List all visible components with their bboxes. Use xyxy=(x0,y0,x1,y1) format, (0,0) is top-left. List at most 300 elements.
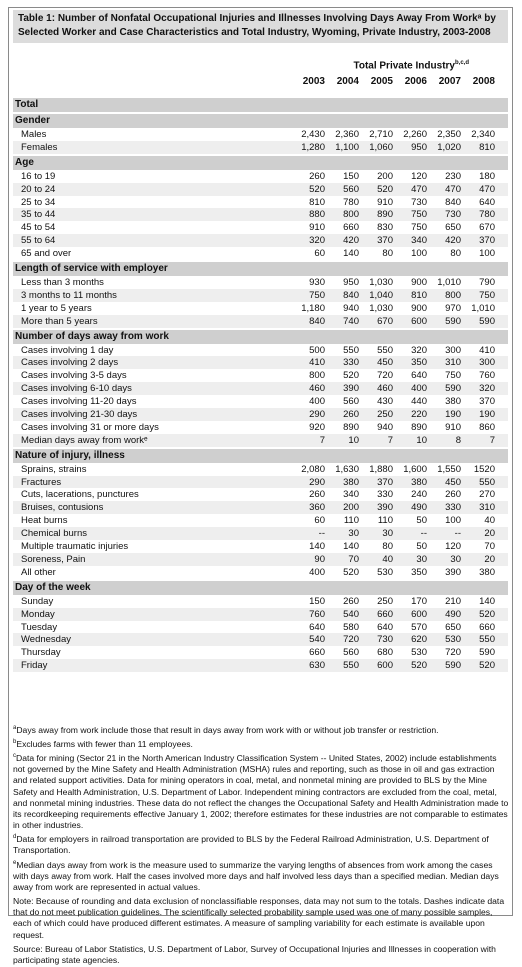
cell-value: 560 xyxy=(343,647,359,659)
cell-value: 890 xyxy=(343,421,359,433)
cell-value: 100 xyxy=(479,248,495,260)
table-row xyxy=(13,382,508,395)
cell-value: 520 xyxy=(479,660,495,672)
cell-value: 1,280 xyxy=(301,141,325,153)
footnote-marker: d xyxy=(13,834,17,841)
cell-value: 680 xyxy=(377,647,393,659)
cell-value: 30 xyxy=(416,553,427,565)
cell-value: 100 xyxy=(445,515,461,527)
footnote xyxy=(13,858,510,893)
cell-value: 730 xyxy=(411,196,427,208)
cell-value: 290 xyxy=(309,409,325,421)
cell-value: 950 xyxy=(343,277,359,289)
cell-value: 590 xyxy=(479,315,495,327)
cell-value: 320 xyxy=(479,383,495,395)
cell-value: 1,020 xyxy=(437,141,461,153)
table-row xyxy=(13,514,508,527)
cell-value: 190 xyxy=(445,409,461,421)
cell-value: 780 xyxy=(343,196,359,208)
cell-value: 80 xyxy=(382,541,393,553)
table-row xyxy=(13,395,508,408)
table-row xyxy=(13,408,508,421)
cell-value: 840 xyxy=(445,196,461,208)
cell-value: 640 xyxy=(411,370,427,382)
cell-value: 390 xyxy=(445,566,461,578)
cell-value: 640 xyxy=(309,621,325,633)
row-label: 16 to 19 xyxy=(21,170,56,182)
row-label: Cases involving 11-20 days xyxy=(21,396,137,408)
cell-value: 200 xyxy=(377,170,393,182)
table-row xyxy=(13,344,508,357)
year-header: 2006 xyxy=(404,76,427,87)
cell-value: 390 xyxy=(377,502,393,514)
row-label: Cuts, lacerations, punctures xyxy=(21,489,139,501)
cell-value: 660 xyxy=(309,647,325,659)
cell-value: 20 xyxy=(484,553,495,565)
cell-value: 1,180 xyxy=(301,302,325,314)
cell-value: 150 xyxy=(343,170,359,182)
cell-value: 330 xyxy=(343,357,359,369)
table-row xyxy=(13,221,508,234)
cell-value: 660 xyxy=(343,222,359,234)
cell-value: 520 xyxy=(479,608,495,620)
cell-value: 420 xyxy=(445,235,461,247)
cell-value: 10 xyxy=(348,434,359,446)
cell-value: 410 xyxy=(479,344,495,356)
cell-value: 520 xyxy=(309,183,325,195)
cell-value: 520 xyxy=(343,566,359,578)
footnote-text: Source: Bureau of Labor Statistics, U.S. Department of Labor, Survey of Occupational Injuries and Illnesses in cooperation with participating state agencies. xyxy=(13,943,496,965)
cell-value: 630 xyxy=(309,660,325,672)
cell-value: 490 xyxy=(445,608,461,620)
table-row xyxy=(13,289,508,302)
row-label: Thursday xyxy=(21,647,61,659)
cell-value: 370 xyxy=(377,476,393,488)
cell-value: 90 xyxy=(314,553,325,565)
cell-value: 720 xyxy=(377,370,393,382)
row-label: 65 and over xyxy=(21,248,72,260)
table-row xyxy=(13,434,508,447)
row-label: Heat burns xyxy=(21,515,68,527)
cell-value: 50 xyxy=(416,515,427,527)
cell-value: 940 xyxy=(377,421,393,433)
cell-value: 290 xyxy=(309,476,325,488)
row-label: 35 to 44 xyxy=(21,209,56,221)
cell-value: 670 xyxy=(479,222,495,234)
cell-value: 270 xyxy=(479,489,495,501)
cell-value: 660 xyxy=(377,608,393,620)
cell-value: 30 xyxy=(450,553,461,565)
row-label: Cases involving 3-5 days xyxy=(21,370,127,382)
row-label: Chemical burns xyxy=(21,528,87,540)
cell-value: 370 xyxy=(479,396,495,408)
cell-value: 80 xyxy=(450,248,461,260)
cell-value: 520 xyxy=(377,183,393,195)
row-label: 25 to 34 xyxy=(21,196,56,208)
cell-value: 60 xyxy=(314,515,325,527)
cell-value: 110 xyxy=(377,515,393,527)
cell-value: 350 xyxy=(411,566,427,578)
section-heading: Day of the week xyxy=(13,581,508,595)
footnote xyxy=(13,751,510,831)
year-header: 2004 xyxy=(336,76,359,87)
cell-value: 150 xyxy=(309,595,325,607)
section-heading: Gender xyxy=(13,114,508,128)
cell-value: 1,010 xyxy=(437,277,461,289)
cell-value: 640 xyxy=(377,621,393,633)
cell-value: 120 xyxy=(445,541,461,553)
cell-value: 970 xyxy=(445,302,461,314)
cell-value: 220 xyxy=(411,409,427,421)
row-label: Wednesday xyxy=(21,634,71,646)
cell-value: 750 xyxy=(479,289,495,301)
cell-value: 900 xyxy=(411,302,427,314)
cell-value: 10 xyxy=(416,434,427,446)
row-label: 1 year to 5 years xyxy=(21,302,92,314)
section-heading: Total xyxy=(13,98,508,112)
table-row xyxy=(13,608,508,621)
cell-value: 200 xyxy=(343,502,359,514)
cell-value: 410 xyxy=(309,357,325,369)
cell-value: 60 xyxy=(314,248,325,260)
cell-value: 590 xyxy=(479,647,495,659)
cell-value: 640 xyxy=(479,196,495,208)
table-row xyxy=(13,488,508,501)
row-label: Cases involving 2 days xyxy=(21,357,119,369)
cell-value: 550 xyxy=(479,634,495,646)
cell-value: 800 xyxy=(343,209,359,221)
cell-value: 2,080 xyxy=(301,463,325,475)
cell-value: 550 xyxy=(343,344,359,356)
cell-value: 240 xyxy=(411,489,427,501)
cell-value: 910 xyxy=(309,222,325,234)
cell-value: 250 xyxy=(377,595,393,607)
row-label: Less than 3 months xyxy=(21,277,104,289)
cell-value: 840 xyxy=(343,289,359,301)
cell-value: 380 xyxy=(343,476,359,488)
cell-value: 730 xyxy=(377,634,393,646)
footnote-text: Median days away from work is the measure used to summarize the varying lengths of absences from work among the cases with days away from work. Half the cases involved more days and half involved less days than a specified median. Median days away from work are represented in actual values. xyxy=(13,859,499,892)
cell-value: 530 xyxy=(411,647,427,659)
cell-value: 720 xyxy=(445,647,461,659)
cell-value: 30 xyxy=(382,528,393,540)
row-label: Cases involving 1 day xyxy=(21,344,114,356)
row-label: Females xyxy=(21,141,58,153)
cell-value: 1,030 xyxy=(369,302,393,314)
cell-value: 890 xyxy=(411,421,427,433)
cell-value: 7 xyxy=(489,434,495,446)
cell-value: 310 xyxy=(445,357,461,369)
table-row xyxy=(13,183,508,196)
cell-value: 180 xyxy=(479,170,495,182)
cell-value: 140 xyxy=(343,541,359,553)
cell-value: 430 xyxy=(377,396,393,408)
cell-value: 530 xyxy=(377,566,393,578)
row-label: Multiple traumatic injuries xyxy=(21,541,129,553)
cell-value: 250 xyxy=(377,409,393,421)
row-label: Cases involving 21-30 days xyxy=(21,409,138,421)
footnote xyxy=(13,894,510,941)
footnote xyxy=(13,723,510,736)
cell-value: 80 xyxy=(382,248,393,260)
table-row xyxy=(13,566,508,579)
row-label: Monday xyxy=(21,608,55,620)
table-row xyxy=(13,421,508,434)
cell-value: 120 xyxy=(411,170,427,182)
table-row xyxy=(13,553,508,566)
footnote-marker: c xyxy=(13,753,16,760)
cell-value: 930 xyxy=(309,277,325,289)
cell-value: 1,060 xyxy=(369,141,393,153)
cell-value: 840 xyxy=(309,315,325,327)
cell-value: 910 xyxy=(445,421,461,433)
cell-value: 550 xyxy=(479,476,495,488)
column-group-text: Total Private Industry xyxy=(353,60,455,72)
cell-value: 340 xyxy=(343,489,359,501)
cell-value: 310 xyxy=(479,502,495,514)
cell-value: 140 xyxy=(343,248,359,260)
cell-value: 100 xyxy=(411,248,427,260)
cell-value: 440 xyxy=(411,396,427,408)
cell-value: 330 xyxy=(377,489,393,501)
cell-value: 2,710 xyxy=(369,129,393,140)
cell-value: 1,600 xyxy=(403,463,427,475)
cell-value: 400 xyxy=(411,383,427,395)
row-label: Cases involving 31 or more days xyxy=(21,421,159,433)
cell-value: 50 xyxy=(416,541,427,553)
table-row xyxy=(13,234,508,247)
row-label: More than 5 years xyxy=(21,315,98,327)
cell-value: 540 xyxy=(309,634,325,646)
row-label: Bruises, contusions xyxy=(21,502,104,514)
cell-value: 720 xyxy=(343,634,359,646)
cell-value: 1,630 xyxy=(335,463,359,475)
footnote-text: Days away from work include those that result in days away from work with or without job transfer or restriction. xyxy=(16,724,439,735)
cell-value: 780 xyxy=(479,209,495,221)
cell-value: 2,340 xyxy=(471,129,495,140)
cell-value: 40 xyxy=(382,553,393,565)
cell-value: 190 xyxy=(479,409,495,421)
cell-value: 70 xyxy=(348,553,359,565)
footnote xyxy=(13,737,510,750)
cell-value: 550 xyxy=(343,660,359,672)
cell-value: 2,430 xyxy=(301,129,325,140)
cell-value: 790 xyxy=(479,277,495,289)
table-body xyxy=(13,96,508,672)
cell-value: 750 xyxy=(411,209,427,221)
year-header: 2003 xyxy=(302,76,325,87)
cell-value: 880 xyxy=(309,209,325,221)
cell-value: 520 xyxy=(411,660,427,672)
cell-value: 210 xyxy=(445,595,461,607)
cell-value: 590 xyxy=(445,660,461,672)
cell-value: 920 xyxy=(309,421,325,433)
table-row xyxy=(13,540,508,553)
row-label: Sunday xyxy=(21,595,54,607)
row-label: Friday xyxy=(21,660,48,672)
cell-value: 470 xyxy=(411,183,427,195)
cell-value: 420 xyxy=(343,235,359,247)
cell-value: 390 xyxy=(343,383,359,395)
cell-value: 750 xyxy=(411,222,427,234)
cell-value: 660 xyxy=(479,621,495,633)
cell-value: 140 xyxy=(479,595,495,607)
footnote-marker: e xyxy=(13,859,17,866)
cell-value: 810 xyxy=(411,289,427,301)
cell-value: 170 xyxy=(411,595,427,607)
cell-value: 2,360 xyxy=(335,129,359,140)
cell-value: 800 xyxy=(309,370,325,382)
cell-value: 370 xyxy=(479,235,495,247)
cell-value: 1,030 xyxy=(369,277,393,289)
row-label: Fractures xyxy=(21,476,62,488)
cell-value: 7 xyxy=(387,434,393,446)
cell-value: 940 xyxy=(343,302,359,314)
section-heading: Length of service with employer xyxy=(13,262,508,276)
cell-value: 1,100 xyxy=(335,141,359,153)
footnotes xyxy=(13,723,510,967)
table-row xyxy=(13,247,508,260)
table-row xyxy=(13,463,508,476)
cell-value: 320 xyxy=(411,344,427,356)
cell-value: 600 xyxy=(411,608,427,620)
row-label: 45 to 54 xyxy=(21,222,56,234)
cell-value: 40 xyxy=(484,515,495,527)
cell-value: 400 xyxy=(309,396,325,408)
cell-value: 2,350 xyxy=(437,129,461,140)
footnote-marker: a xyxy=(13,725,17,731)
table-row xyxy=(13,621,508,634)
cell-value: 520 xyxy=(343,370,359,382)
cell-value: 330 xyxy=(445,502,461,514)
cell-value: 530 xyxy=(445,634,461,646)
cell-value: 500 xyxy=(309,344,325,356)
cell-value: 260 xyxy=(343,409,359,421)
table-row xyxy=(13,659,508,672)
cell-value: 370 xyxy=(377,235,393,247)
cell-value: 20 xyxy=(484,528,495,540)
cell-value: 950 xyxy=(411,141,427,153)
cell-value: 110 xyxy=(343,515,359,527)
cell-value: 470 xyxy=(445,183,461,195)
column-group-label xyxy=(353,60,469,71)
table-row xyxy=(13,128,508,141)
cell-value: 1520 xyxy=(473,463,495,475)
cell-value: 540 xyxy=(343,608,359,620)
cell-value: 450 xyxy=(377,357,393,369)
footnote-text: Data for employers in railroad transportation are provided to BLS by the Federal Railroad Administration, U.S. Department of Transportation. xyxy=(13,834,489,856)
cell-value: 620 xyxy=(411,634,427,646)
cell-value: 400 xyxy=(309,566,325,578)
cell-value: 2,260 xyxy=(403,129,427,140)
row-label: 55 to 64 xyxy=(21,235,56,247)
cell-value: 1,550 xyxy=(437,463,461,475)
row-label: 20 to 24 xyxy=(21,183,56,195)
cell-value: 600 xyxy=(377,660,393,672)
row-label: Sprains, strains xyxy=(21,463,87,475)
cell-value: 30 xyxy=(348,528,359,540)
cell-value: 470 xyxy=(479,183,495,195)
cell-value: 380 xyxy=(411,476,427,488)
cell-value: 1,880 xyxy=(369,463,393,475)
cell-value: 360 xyxy=(309,502,325,514)
table-row xyxy=(13,170,508,183)
cell-value: 350 xyxy=(411,357,427,369)
row-label: Cases involving 6-10 days xyxy=(21,383,132,395)
cell-value: 140 xyxy=(309,541,325,553)
cell-value: 380 xyxy=(445,396,461,408)
row-label: Soreness, Pain xyxy=(21,553,86,565)
footnote-text: Excludes farms with fewer than 11 employees. xyxy=(16,738,193,749)
table-row xyxy=(13,302,508,315)
section-heading: Number of days away from work xyxy=(13,330,508,344)
table-row xyxy=(13,633,508,646)
cell-value: 490 xyxy=(411,502,427,514)
table-row xyxy=(13,141,508,154)
table-row xyxy=(13,476,508,489)
footnote-text: Data for mining (Sector 21 in the North American Industry Classification System -- United States, 2002) include establishments not governed by the Mine Safety and Health Administration (MSHA) rules and reporting, such as those in oil and gas extraction and related support activities. Data for mining operators in coal, metal, and nonmetal mining are provided to BLS by the Mine Safety and Health Administration, U.S. Department of Labor. Independent mining contractors are excluded from the coal, metal, and nonmetal mining industries. These data do not reflect the changes the Occupational Safety and Health Administration made to its recordkeeping requirements effective January 1, 2002; therefore estimates for these industries are not comparable to estimates in other industries. xyxy=(13,752,509,831)
footnote xyxy=(13,832,510,856)
year-header: 2008 xyxy=(472,76,495,87)
footnote-marker: b xyxy=(13,739,17,746)
cell-value: 550 xyxy=(377,344,393,356)
row-label: Tuesday xyxy=(21,621,58,633)
cell-value: 900 xyxy=(411,277,427,289)
cell-value: 260 xyxy=(445,489,461,501)
cell-value: 320 xyxy=(309,235,325,247)
cell-value: 450 xyxy=(445,476,461,488)
cell-value: 810 xyxy=(479,141,495,153)
row-label: Median days away from workᵉ xyxy=(21,434,148,446)
cell-value: -- xyxy=(454,528,461,540)
table-row xyxy=(13,501,508,514)
cell-value: 910 xyxy=(377,196,393,208)
cell-value: 750 xyxy=(309,289,325,301)
cell-value: 340 xyxy=(411,235,427,247)
table-row xyxy=(13,356,508,369)
cell-value: 380 xyxy=(479,566,495,578)
cell-value: 560 xyxy=(343,183,359,195)
cell-value: 730 xyxy=(445,209,461,221)
table-header xyxy=(13,48,508,92)
footnote xyxy=(13,942,510,966)
cell-value: 460 xyxy=(309,383,325,395)
cell-value: 750 xyxy=(445,370,461,382)
table-row xyxy=(13,369,508,382)
row-label: All other xyxy=(21,566,56,578)
table-container xyxy=(8,7,513,965)
cell-value: 570 xyxy=(411,621,427,633)
cell-value: 560 xyxy=(343,396,359,408)
cell-value: 860 xyxy=(479,421,495,433)
cell-value: 890 xyxy=(377,209,393,221)
table-row xyxy=(13,315,508,328)
cell-value: 300 xyxy=(445,344,461,356)
cell-value: 590 xyxy=(445,315,461,327)
cell-value: 260 xyxy=(309,170,325,182)
cell-value: 800 xyxy=(445,289,461,301)
cell-value: 810 xyxy=(309,196,325,208)
cell-value: 760 xyxy=(479,370,495,382)
cell-value: 460 xyxy=(377,383,393,395)
cell-value: 7 xyxy=(319,434,325,446)
cell-value: 8 xyxy=(455,434,461,446)
cell-value: 300 xyxy=(479,357,495,369)
table-row xyxy=(13,595,508,608)
cell-value: 580 xyxy=(343,621,359,633)
table-title: Table 1: Number of Nonfatal Occupational Injuries and Illnesses Involving Days Away From Workᵃ by Selected Worker and Case Characteristics and Total Industry, Wyoming, Private Industry, 2003-2008 xyxy=(13,10,508,43)
year-header: 2007 xyxy=(438,76,461,87)
